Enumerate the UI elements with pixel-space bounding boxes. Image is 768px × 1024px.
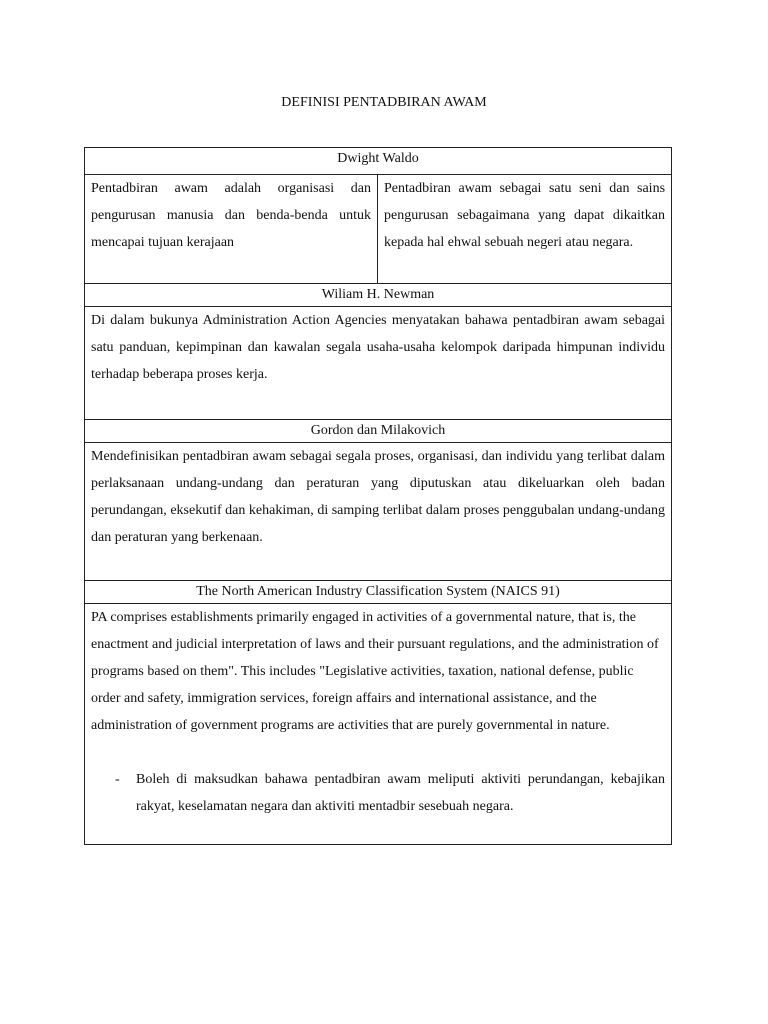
newman-definition-row — [85, 307, 672, 420]
gordon-header-row — [85, 420, 672, 443]
naics-header-row — [85, 581, 672, 604]
waldo-definition-left: Pentadbiran awam adalah organisasi dan pengurusan manusia dan benda-benda untuk mencapai tujuan kerajaan — [85, 175, 378, 284]
naics-definition: PA comprises establishments primarily engaged in activities of a governmental nature, that is, the enactment and judicial interpretation of laws and their pursuant regulations, and the administration of programs based on them". This includes "Legislative activities, taxation, national defense, public order and safety, immigration services, foreign affairs and international assistance, and the administration of government programs are activities that are purely governmental in nature. — [91, 610, 659, 733]
waldo-header-row — [85, 148, 672, 175]
newman-definition: Di dalam bukunya Administration Action Agencies menyatakan bahawa pentadbiran awam sebagai satu panduan, kepimpinan dan kawalan segala usaha-usaha kelompok daripada himpunan individu terhadap beberapa proses kerja. — [85, 307, 672, 420]
definitions-table — [84, 147, 672, 845]
naics-bullet-item — [91, 766, 665, 820]
author-gordon-milakovich: Gordon dan Milakovich — [85, 420, 672, 443]
bullet-marker: - — [115, 772, 120, 787]
waldo-definition-row — [85, 175, 672, 284]
author-newman: Wiliam H. Newman — [85, 284, 672, 307]
naics-definition-row — [85, 604, 672, 845]
gordon-definition: Mendefinisikan pentadbiran awam sebagai segala proses, organisasi, dan individu yang terlibat dalam perlaksanaan undang-undang dan peraturan yang diputuskan atau dikeluarkan oleh badan perundangan, eksekutif dan kehakiman, di samping terlibat dalam proses penggubalan undang-undang dan peraturan yang berkenaan. — [85, 443, 672, 581]
document-title: DEFINISI PENTADBIRAN AWAM — [281, 95, 487, 110]
bullet-text: Boleh di maksudkan bahawa pentadbiran awam meliputi aktiviti perundangan, kebajikan rakyat, keselamatan negara dan aktiviti mentadbir sesebuah negara. — [136, 772, 666, 814]
newman-header-row — [85, 284, 672, 307]
naics-definition-cell — [85, 604, 672, 845]
gordon-definition-row — [85, 443, 672, 581]
author-waldo: Dwight Waldo — [85, 148, 672, 175]
waldo-definition-right: Pentadbiran awam sebagai satu seni dan sains pengurusan sebagaimana yang dapat dikaitkan kepada hal ehwal sebuah negeri atau negara. — [378, 175, 672, 284]
author-naics: The North American Industry Classification System (NAICS 91) — [85, 581, 672, 604]
